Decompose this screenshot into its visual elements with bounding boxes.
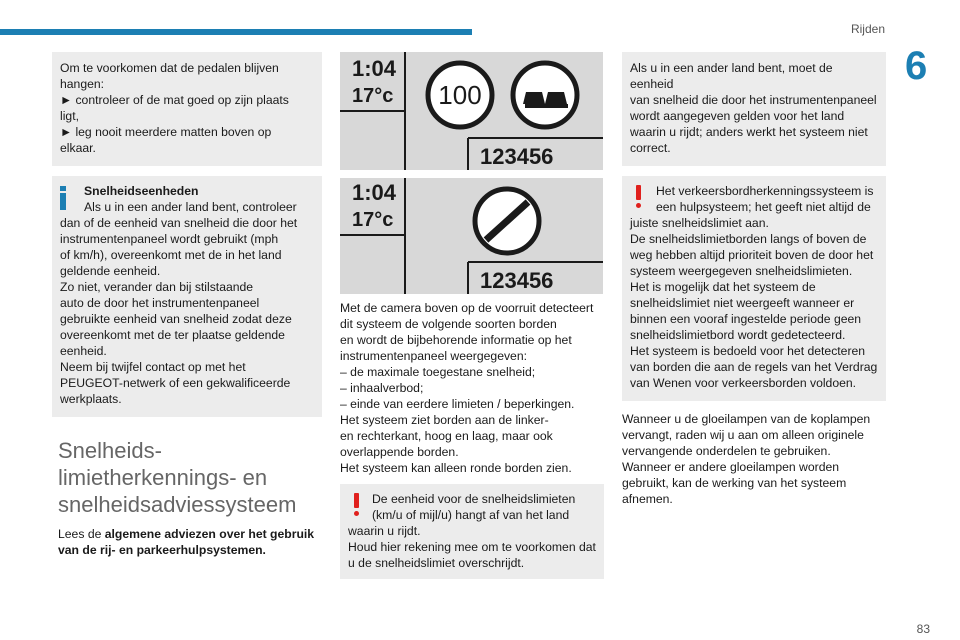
tip-line: Om te voorkomen dat de pedalen blijven <box>60 61 279 75</box>
note-line: waarin u rijdt; anders werkt het systeem niet <box>630 125 868 139</box>
info-line: auto de door het instrumentenpaneel <box>60 296 260 310</box>
warning-line: een hulpsysteem; het geeft niet altijd de <box>656 200 871 214</box>
body-line: Wanneer u de gloeilampen van de koplampen <box>622 412 871 426</box>
info-line: overeenkomt met de ter plaatse geldende <box>60 328 285 342</box>
warning-line: Houd hier rekening mee om te voorkomen dat <box>348 540 596 554</box>
info-title: Snelheidseenheden <box>84 184 199 198</box>
warning-line: systeem weergegeven snelheidslimieten. <box>630 264 853 278</box>
lead-bold: algemene adviezen over het gebruik <box>104 527 315 541</box>
body-line: Wanneer er andere gloeilampen worden <box>622 460 840 474</box>
body-line: dit systeem de volgende soorten borden <box>340 317 557 331</box>
warning-line: juiste snelheidslimiet aan. <box>630 216 769 230</box>
warning-line: binnen een vooraf ingestelde periode geen <box>630 312 862 326</box>
warning-line: weg hebben altijd prioriteit boven de door het <box>630 248 874 262</box>
body-line: – einde van eerdere limieten / beperkingen. <box>340 397 575 411</box>
end-restrictions-display-illustration <box>340 178 603 294</box>
page-number: 83 <box>916 622 930 636</box>
lead-text: Lees de <box>58 527 105 541</box>
warning-line: De snelheidslimietborden langs of boven de <box>630 232 867 246</box>
warning-line: snelheidslimietbord wordt gedetecteerd. <box>630 328 846 342</box>
info-line: werkplaats. <box>60 392 122 406</box>
info-line: Zo niet, verander dan bij stilstaande <box>60 280 254 294</box>
body-line: instrumentenpaneel weergegeven: <box>340 349 528 363</box>
warning-line: u de snelheidslimiet overschrijdt. <box>348 556 525 570</box>
info-icon <box>60 186 66 210</box>
warning-line: (km/u of mijl/u) hangt af van het land <box>372 508 570 522</box>
odometer-value: 123456 <box>480 144 554 169</box>
info-line: PEUGEOT-netwerk of een gekwalificeerde <box>60 376 291 390</box>
info-line: dan of de eenheid van snelheid die door het <box>60 216 298 230</box>
warning-box-assist-system <box>622 176 886 401</box>
warning-line: snelheidslimiet niet weergeeft wanneer er <box>630 296 855 310</box>
header-accent-bar <box>0 29 472 35</box>
info-line: Als u in een ander land bent, controleer <box>84 200 297 214</box>
chapter-number: 6 <box>905 44 928 88</box>
body-line: en wordt de bijbehorende informatie op het <box>340 333 572 347</box>
tip-line: hangen: <box>60 77 105 91</box>
column-3 <box>622 52 886 507</box>
note-line: wordt aangegeven gelden voor het land <box>630 109 845 123</box>
body-line: overlappende borden. <box>340 445 459 459</box>
tip-line: ► controleer of de mat goed op zijn plaats <box>60 93 289 107</box>
note-box-country-units <box>622 52 886 166</box>
warning-icon <box>636 185 642 209</box>
column-2-text <box>340 300 604 579</box>
tip-box <box>52 52 322 166</box>
tip-line: elkaar. <box>60 141 96 155</box>
instrument-display-end-of-restrictions <box>340 178 603 294</box>
warning-icon <box>354 493 360 517</box>
info-box-speed-units <box>52 176 322 417</box>
note-line: van snelheid die door het instrumentenpaneel <box>630 93 877 107</box>
warning-line: van Wenen voor verkeersborden voldoen. <box>630 376 857 390</box>
warning-box-speed-units <box>340 484 604 579</box>
info-line: instrumentenpaneel wordt gebruikt (mph <box>60 232 279 246</box>
body-line: – inhaalverbod; <box>340 381 424 395</box>
body-line: en rechterkant, hoog en laag, maar ook <box>340 429 553 443</box>
body-paragraph <box>340 300 604 476</box>
outside-temperature: 17°c <box>352 85 394 107</box>
heading-line: snelheidsadviessysteem <box>58 492 297 517</box>
heading-line: limietherkennings- en <box>58 465 268 490</box>
tip-line: ligt, <box>60 109 79 123</box>
warning-line: Het systeem is bedoeld voor het detecteren <box>630 344 866 358</box>
lead-paragraph <box>58 526 322 558</box>
body-line: Het systeem ziet borden aan de linker- <box>340 413 549 427</box>
body-line: vervangende onderdelen te gebruiken. <box>622 444 831 458</box>
heading-line: Snelheids- <box>58 438 162 463</box>
note-line: Als u in een ander land bent, moet de eenheid <box>630 61 833 91</box>
end-of-restrictions-sign-icon <box>475 189 539 253</box>
instrument-display-speed-limit <box>340 52 603 170</box>
body-line: afnemen. <box>622 492 673 506</box>
section-heading <box>58 437 322 518</box>
info-line: of km/h), overeenkomt met de in het land <box>60 248 282 262</box>
note-line: correct. <box>630 141 671 155</box>
info-line: Neem bij twijfel contact op met het <box>60 360 246 374</box>
body-line: vervangt, raden wij u aan om alleen originele <box>622 428 864 442</box>
tip-line: ► leg nooit meerdere matten boven op <box>60 125 272 139</box>
body-paragraph <box>622 411 886 507</box>
outside-temperature: 17°c <box>352 209 394 231</box>
odometer-value: 123456 <box>480 268 554 293</box>
warning-line: van borden die aan de regels van het Verdrag <box>630 360 878 374</box>
info-line: geldende eenheid. <box>60 264 161 278</box>
clock-time: 1:04 <box>352 180 397 205</box>
warning-line: waarin u rijdt. <box>348 524 421 538</box>
body-line: Met de camera boven op de voorruit detecteert <box>340 301 594 315</box>
clock-time: 1:04 <box>352 56 397 81</box>
lead-bold: van de rij- en parkeerhulpsystemen. <box>58 543 266 557</box>
speed-limit-display-illustration <box>340 52 603 170</box>
no-overtaking-sign-icon <box>513 63 577 127</box>
body-line: – de maximale toegestane snelheid; <box>340 365 536 379</box>
column-1 <box>52 52 322 558</box>
warning-line: Het is mogelijk dat het systeem de <box>630 280 816 294</box>
info-line: gebruikte eenheid van snelheid zodat deze <box>60 312 292 326</box>
speed-limit-value: 100 <box>438 80 482 110</box>
warning-line: De eenheid voor de snelheidslimieten <box>372 492 576 506</box>
info-line: eenheid. <box>60 344 107 358</box>
body-line: Het systeem kan alleen ronde borden zien. <box>340 461 572 475</box>
section-title: Rijden <box>850 22 885 36</box>
body-line: gebruikt, kan de werking van het systeem <box>622 476 847 490</box>
warning-line: Het verkeersbordherkenningssysteem is <box>656 184 874 198</box>
